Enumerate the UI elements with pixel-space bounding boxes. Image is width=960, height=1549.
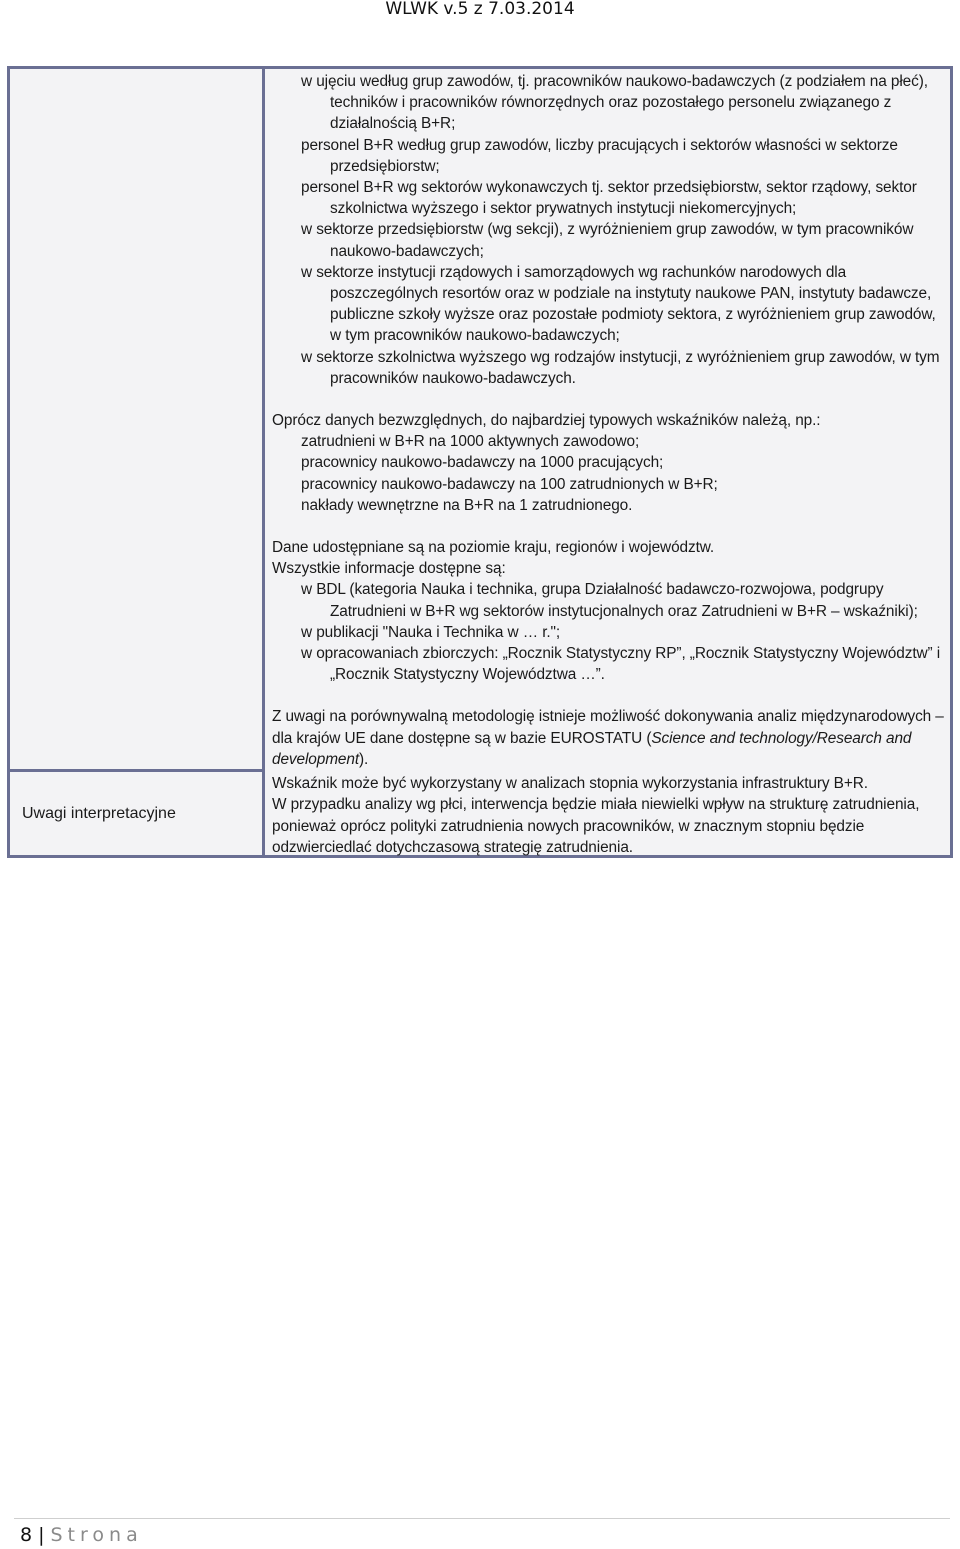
list-item: zatrudnieni w B+R na 1000 aktywnych zawodowo; xyxy=(301,433,640,451)
list-item: w BDL (kategoria Nauka i technika, grupa Działalność badawczo-rozwojowa, podgrupy Zatrudnieni w B+R wg sektorów instytucjonalnych oraz Zatrudnieni w B+R – wskaźniki); xyxy=(301,581,918,620)
eurostat-category: Science and technology/Research and development xyxy=(272,729,912,768)
indicator-table xyxy=(7,66,953,858)
availability-level: Dane udostępniane są na poziomie kraju, regionów i województw. xyxy=(272,539,715,557)
row-label-interpretive-notes xyxy=(10,772,262,856)
list-item: w sektorze przedsiębiorstw (wg sekcji), z wyróżnieniem grup zawodów, w tym pracowników naukowo-badawczych; xyxy=(301,221,914,260)
comparison-text-end: ). xyxy=(359,750,369,768)
page-number: 8 xyxy=(20,1524,33,1546)
page-word: Strona xyxy=(50,1524,143,1546)
list-item: nakłady wewnętrzne na B+R na 1 zatrudnionego. xyxy=(301,496,633,514)
page-number-label xyxy=(20,1524,143,1546)
list-item: personel B+R według grup zawodów, liczby pracujących i sektorów własności w sektorze przedsiębiorstw; xyxy=(301,136,898,175)
indicators-intro: Oprócz danych bezwzględnych, do najbardziej typowych wskaźników należą, np.: xyxy=(272,412,821,430)
comparison-text: Z uwagi na porównywalną metodologię istnieje możliwość dokonywania analiz międzynarodowych – dla krajów UE dane dostępne są w bazie EUROSTATU ( xyxy=(272,708,944,747)
list-item: w sektorze instytucji rządowych i samorządowych wg rachunków narodowych dla poszczególnych resortów oraz w podziale na instytuty naukowe PAN, instytuty badawcze, publiczne szkoły wyższe oraz pozostałe podmioty sektora, z wyróżnieniem grup zawodów, w tym pracowników naukowo-badawczych; xyxy=(301,263,936,345)
row-label-text: Uwagi interpretacyjne xyxy=(22,805,176,822)
list-item: w publikacji "Nauka i Technika w … r."; xyxy=(301,623,561,641)
list-item: w sektorze szkolnictwa wyższego wg rodzajów instytucji, z wyróżnieniem grup zawodów, w tym pracowników naukowo-badawczych. xyxy=(301,348,940,387)
page-footer xyxy=(0,1518,960,1549)
document-version-title: WLWK v.5 z 7.03.2014 xyxy=(385,0,575,19)
section-indicators xyxy=(272,410,950,516)
availability-intro: Wszystkie informacje dostępne są: xyxy=(272,560,506,578)
column-divider xyxy=(262,69,265,855)
interpretive-note-1: Wskaźnik może być wykorzystany w analizach stopnia wykorzystania infrastruktury B+R. xyxy=(272,775,868,793)
list-item: pracownicy naukowo-badawczy na 100 zatrudnionych w B+R; xyxy=(301,475,718,493)
list-item: w ujęciu według grup zawodów, tj. pracowników naukowo-badawczych (z podziałem na płeć), techników i pracowników równorzędnych oraz pozostałego personelu związanego z działalnością B+R; xyxy=(301,73,928,133)
list-item: personel B+R wg sektorów wykonawczych tj. sektor przedsiębiorstw, sektor rządowy, sektor szkolnictwa wyższego i sektor prywatnych instytucji niekomercyjnych; xyxy=(301,179,917,218)
interpretive-note-2: W przypadku analizy wg płci, interwencja będzie miała niewielki wpływ na strukturę zatrudnienia, ponieważ oprócz polityki zatrudnienia nowych pracowników, w znacznym stopniu będzie odzwierciedlać dotychczasową strategię zatrudnienia. xyxy=(272,796,920,856)
description-cell xyxy=(272,71,950,858)
section-breakdown-list xyxy=(272,71,950,389)
footer-separator: | xyxy=(38,1524,45,1546)
international-comparison-paragraph xyxy=(272,706,950,770)
section-availability xyxy=(272,537,950,685)
list-item: pracownicy naukowo-badawczy na 1000 pracujących; xyxy=(301,454,664,472)
footer-divider xyxy=(14,1518,950,1519)
page-header xyxy=(0,0,960,22)
list-item: w opracowaniach zbiorczych: „Rocznik Statystyczny RP”, „Rocznik Statystyczny Województw” i „Rocznik Statystyczny Województwa …”. xyxy=(301,645,941,684)
